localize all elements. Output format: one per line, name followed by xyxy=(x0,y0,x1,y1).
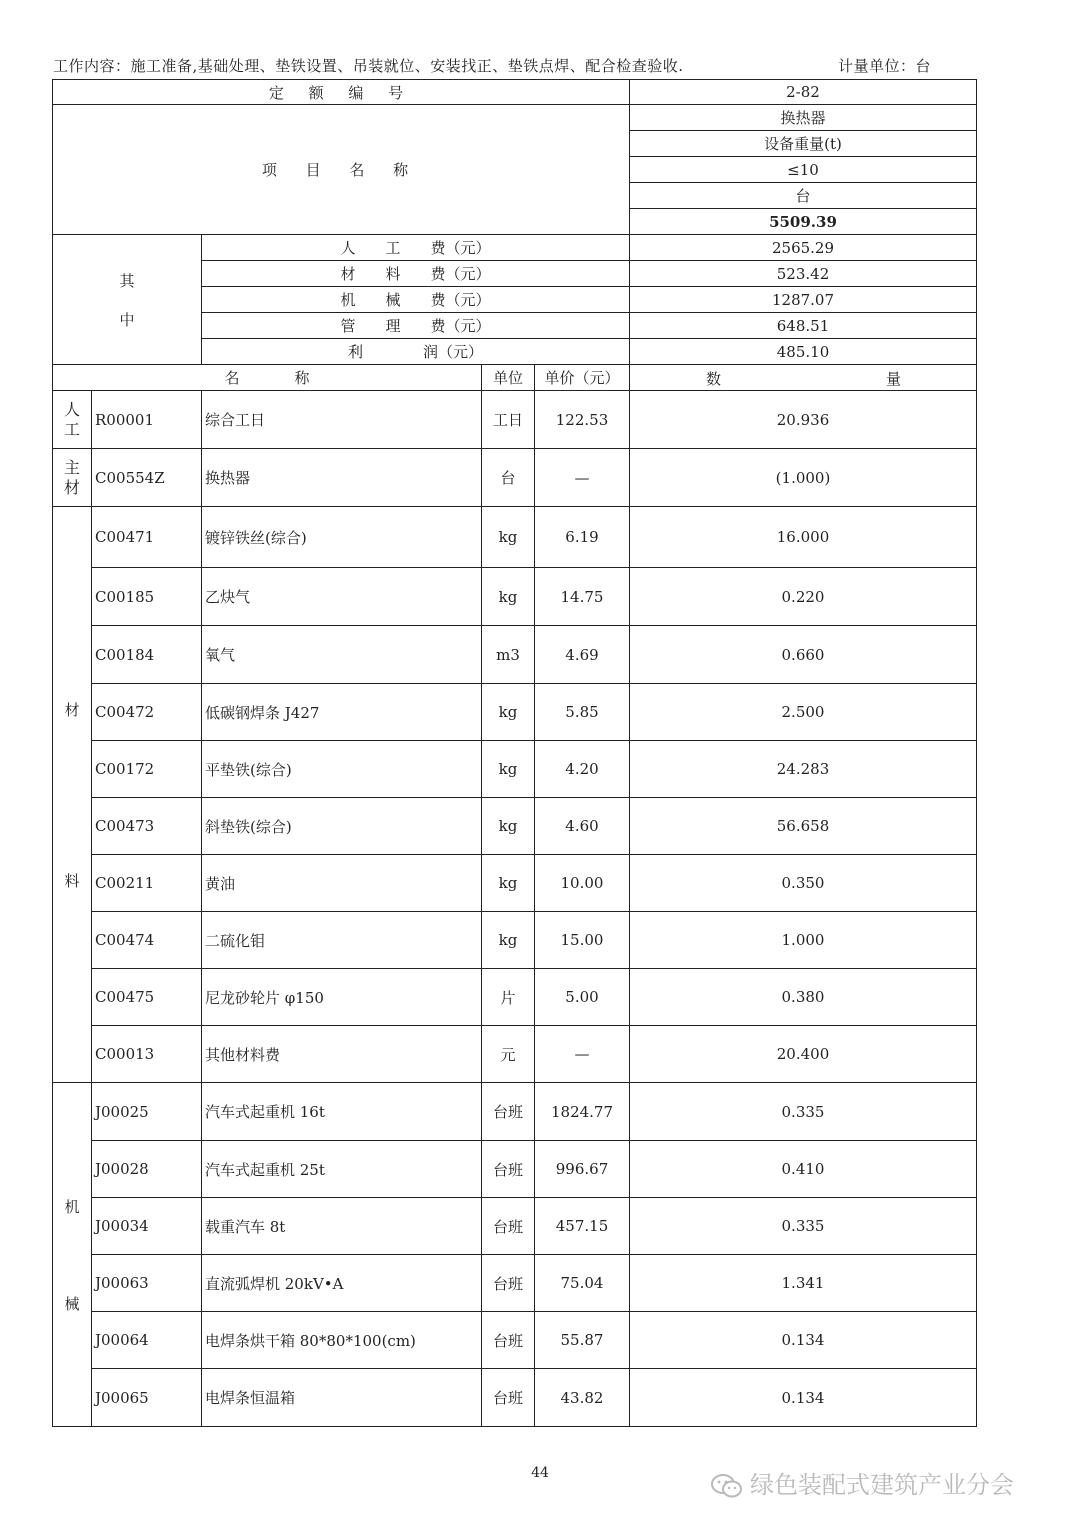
machinery-qty: 1.341 xyxy=(630,1255,977,1312)
labor-price: 122.53 xyxy=(535,391,630,449)
main-material-name: 换热器 xyxy=(202,449,482,507)
material-code: C00474 xyxy=(92,912,202,969)
item-name-line: 换热器 xyxy=(630,105,977,131)
machinery-row xyxy=(53,1312,977,1369)
material-qty: 0.350 xyxy=(630,855,977,912)
material-price: 14.75 xyxy=(535,568,630,626)
cost-value: 485.10 xyxy=(630,339,977,365)
main-material-category-bottom: 材 xyxy=(63,477,80,497)
column-qty-header xyxy=(630,365,977,391)
material-unit: 元 xyxy=(482,1026,535,1083)
material-price: 10.00 xyxy=(535,855,630,912)
material-qty: 24.283 xyxy=(630,741,977,798)
material-unit: kg xyxy=(482,798,535,855)
machinery-price: 457.15 xyxy=(535,1198,630,1255)
main-material-row xyxy=(53,449,977,507)
material-code: C00185 xyxy=(92,568,202,626)
quota-table xyxy=(52,79,977,1427)
machinery-name: 电焊条烘干箱 80*80*100(cm) xyxy=(202,1312,482,1369)
machinery-category-bottom: 械 xyxy=(64,1294,80,1313)
material-code: C00211 xyxy=(92,855,202,912)
material-qty: 20.400 xyxy=(630,1026,977,1083)
material-row xyxy=(53,626,977,684)
material-code: C00472 xyxy=(92,684,202,741)
column-qty-b: 量 xyxy=(886,370,902,388)
item-name-line: 台 xyxy=(630,183,977,209)
machinery-row xyxy=(53,1369,977,1427)
machinery-code: J00025 xyxy=(92,1083,202,1141)
machinery-category xyxy=(53,1083,92,1427)
material-name: 黄油 xyxy=(202,855,482,912)
column-unit-header: 单位 xyxy=(482,365,535,391)
machinery-price: 996.67 xyxy=(535,1141,630,1198)
material-code: C00013 xyxy=(92,1026,202,1083)
material-row xyxy=(53,568,977,626)
cost-value: 648.51 xyxy=(630,313,977,339)
page-number: 44 xyxy=(531,1465,549,1481)
material-code: C00184 xyxy=(92,626,202,684)
material-name: 乙炔气 xyxy=(202,568,482,626)
material-qty: 16.000 xyxy=(630,507,977,568)
material-unit: 片 xyxy=(482,969,535,1026)
machinery-unit: 台班 xyxy=(482,1312,535,1369)
labor-category-top: 人 xyxy=(63,399,80,419)
cost-value: 2565.29 xyxy=(630,235,977,261)
material-qty: 0.220 xyxy=(630,568,977,626)
material-row xyxy=(53,798,977,855)
of-which-label-top: 其 xyxy=(119,271,135,290)
material-row xyxy=(53,1026,977,1083)
machinery-code: J00034 xyxy=(92,1198,202,1255)
material-price: 4.69 xyxy=(535,626,630,684)
machinery-price: 55.87 xyxy=(535,1312,630,1369)
material-name: 斜垫铁(综合) xyxy=(202,798,482,855)
machinery-unit: 台班 xyxy=(482,1083,535,1141)
machinery-unit: 台班 xyxy=(482,1369,535,1427)
work-content: 工作内容：施工准备,基础处理、垫铁设置、吊装就位、安装找正、垫铁点焊、配合检查验收. xyxy=(53,57,684,75)
cost-value: 1287.07 xyxy=(630,287,977,313)
watermark-text: 绿色装配式建筑产业分会 xyxy=(750,1471,1014,1499)
material-name: 低碳钢焊条 J427 xyxy=(202,684,482,741)
material-unit: kg xyxy=(482,507,535,568)
column-name-b: 称 xyxy=(294,369,310,387)
material-row xyxy=(53,855,977,912)
machinery-name: 直流弧焊机 20kV•A xyxy=(202,1255,482,1312)
main-material-qty: (1.000) xyxy=(630,449,977,507)
material-code: C00473 xyxy=(92,798,202,855)
machinery-code: J00064 xyxy=(92,1312,202,1369)
material-name: 二硫化钼 xyxy=(202,912,482,969)
materials-category-bottom: 料 xyxy=(64,871,80,890)
machinery-row xyxy=(53,1141,977,1198)
machinery-unit: 台班 xyxy=(482,1198,535,1255)
machinery-qty: 0.134 xyxy=(630,1312,977,1369)
quota-number: 2-82 xyxy=(630,80,977,105)
machinery-row xyxy=(53,1083,977,1141)
material-unit: m3 xyxy=(482,626,535,684)
machinery-qty: 0.134 xyxy=(630,1369,977,1427)
machinery-row xyxy=(53,1198,977,1255)
base-price: 5509.39 xyxy=(630,209,977,235)
machinery-price: 43.82 xyxy=(535,1369,630,1427)
labor-unit: 工日 xyxy=(482,391,535,449)
cost-label: 材 料 费（元） xyxy=(202,261,630,287)
machinery-name: 载重汽车 8t xyxy=(202,1198,482,1255)
machinery-price: 75.04 xyxy=(535,1255,630,1312)
material-price: — xyxy=(535,1026,630,1083)
material-code: C00172 xyxy=(92,741,202,798)
item-name-line: ≤10 xyxy=(630,157,977,183)
material-row xyxy=(53,507,977,568)
material-qty: 1.000 xyxy=(630,912,977,969)
column-header-row xyxy=(53,365,977,391)
quota-number-row xyxy=(53,80,977,105)
watermark xyxy=(710,1465,1014,1500)
quota-number-label: 定 额 编 号 xyxy=(53,80,630,105)
material-row xyxy=(53,684,977,741)
material-qty: 0.380 xyxy=(630,969,977,1026)
machinery-unit: 台班 xyxy=(482,1141,535,1198)
material-qty: 56.658 xyxy=(630,798,977,855)
material-price: 4.20 xyxy=(535,741,630,798)
measure-unit: 计量单位：台 xyxy=(838,57,932,75)
main-material-price: — xyxy=(535,449,630,507)
material-price: 6.19 xyxy=(535,507,630,568)
machinery-code: J00028 xyxy=(92,1141,202,1198)
main-material-code: C00554Z xyxy=(92,449,202,507)
cost-label: 机 械 费（元） xyxy=(202,287,630,313)
labor-row xyxy=(53,391,977,449)
of-which-label-bottom: 中 xyxy=(119,310,135,329)
column-name-a: 名 xyxy=(224,369,240,387)
material-code: C00471 xyxy=(92,507,202,568)
cost-label: 利 润（元） xyxy=(202,339,630,365)
material-code: C00475 xyxy=(92,969,202,1026)
machinery-unit: 台班 xyxy=(482,1255,535,1312)
machinery-price: 1824.77 xyxy=(535,1083,630,1141)
column-qty-a: 数 xyxy=(706,370,722,388)
machinery-qty: 0.410 xyxy=(630,1141,977,1198)
of-which-label xyxy=(53,235,202,365)
machinery-code: J00065 xyxy=(92,1369,202,1427)
materials-category-top: 材 xyxy=(64,700,80,719)
cost-value: 523.42 xyxy=(630,261,977,287)
machinery-qty: 0.335 xyxy=(630,1198,977,1255)
material-unit: kg xyxy=(482,912,535,969)
material-price: 5.85 xyxy=(535,684,630,741)
labor-category-bottom: 工 xyxy=(63,419,80,439)
column-name-header xyxy=(53,365,482,391)
machinery-name: 电焊条恒温箱 xyxy=(202,1369,482,1427)
material-name: 其他材料费 xyxy=(202,1026,482,1083)
cost-label: 人 工 费（元） xyxy=(202,235,630,261)
machinery-category-top: 机 xyxy=(64,1197,80,1216)
material-price: 5.00 xyxy=(535,969,630,1026)
material-qty: 0.660 xyxy=(630,626,977,684)
material-row xyxy=(53,741,977,798)
machinery-name: 汽车式起重机 25t xyxy=(202,1141,482,1198)
cost-row xyxy=(53,235,977,261)
main-material-category-top: 主 xyxy=(63,457,80,477)
material-price: 4.60 xyxy=(535,798,630,855)
material-name: 氧气 xyxy=(202,626,482,684)
item-name-label: 项 目 名 称 xyxy=(53,105,630,235)
main-material-unit: 台 xyxy=(482,449,535,507)
material-price: 15.00 xyxy=(535,912,630,969)
machinery-row xyxy=(53,1255,977,1312)
material-unit: kg xyxy=(482,684,535,741)
labor-category xyxy=(53,391,92,449)
material-unit: kg xyxy=(482,855,535,912)
material-qty: 2.500 xyxy=(630,684,977,741)
material-unit: kg xyxy=(482,741,535,798)
labor-code: R00001 xyxy=(92,391,202,449)
material-row xyxy=(53,912,977,969)
labor-qty: 20.936 xyxy=(630,391,977,449)
item-name-line: 设备重量(t) xyxy=(630,131,977,157)
machinery-code: J00063 xyxy=(92,1255,202,1312)
material-name: 镀锌铁丝(综合) xyxy=(202,507,482,568)
machinery-name: 汽车式起重机 16t xyxy=(202,1083,482,1141)
main-material-category xyxy=(53,449,92,507)
item-name-row xyxy=(53,105,977,131)
material-name: 尼龙砂轮片 φ150 xyxy=(202,969,482,1026)
material-row xyxy=(53,969,977,1026)
cost-label: 管 理 费（元） xyxy=(202,313,630,339)
materials-category xyxy=(53,507,92,1083)
column-price-header: 单价（元） xyxy=(535,365,630,391)
labor-name: 综合工日 xyxy=(202,391,482,449)
material-name: 平垫铁(综合) xyxy=(202,741,482,798)
wechat-icon xyxy=(710,1473,744,1499)
machinery-qty: 0.335 xyxy=(630,1083,977,1141)
material-unit: kg xyxy=(482,568,535,626)
